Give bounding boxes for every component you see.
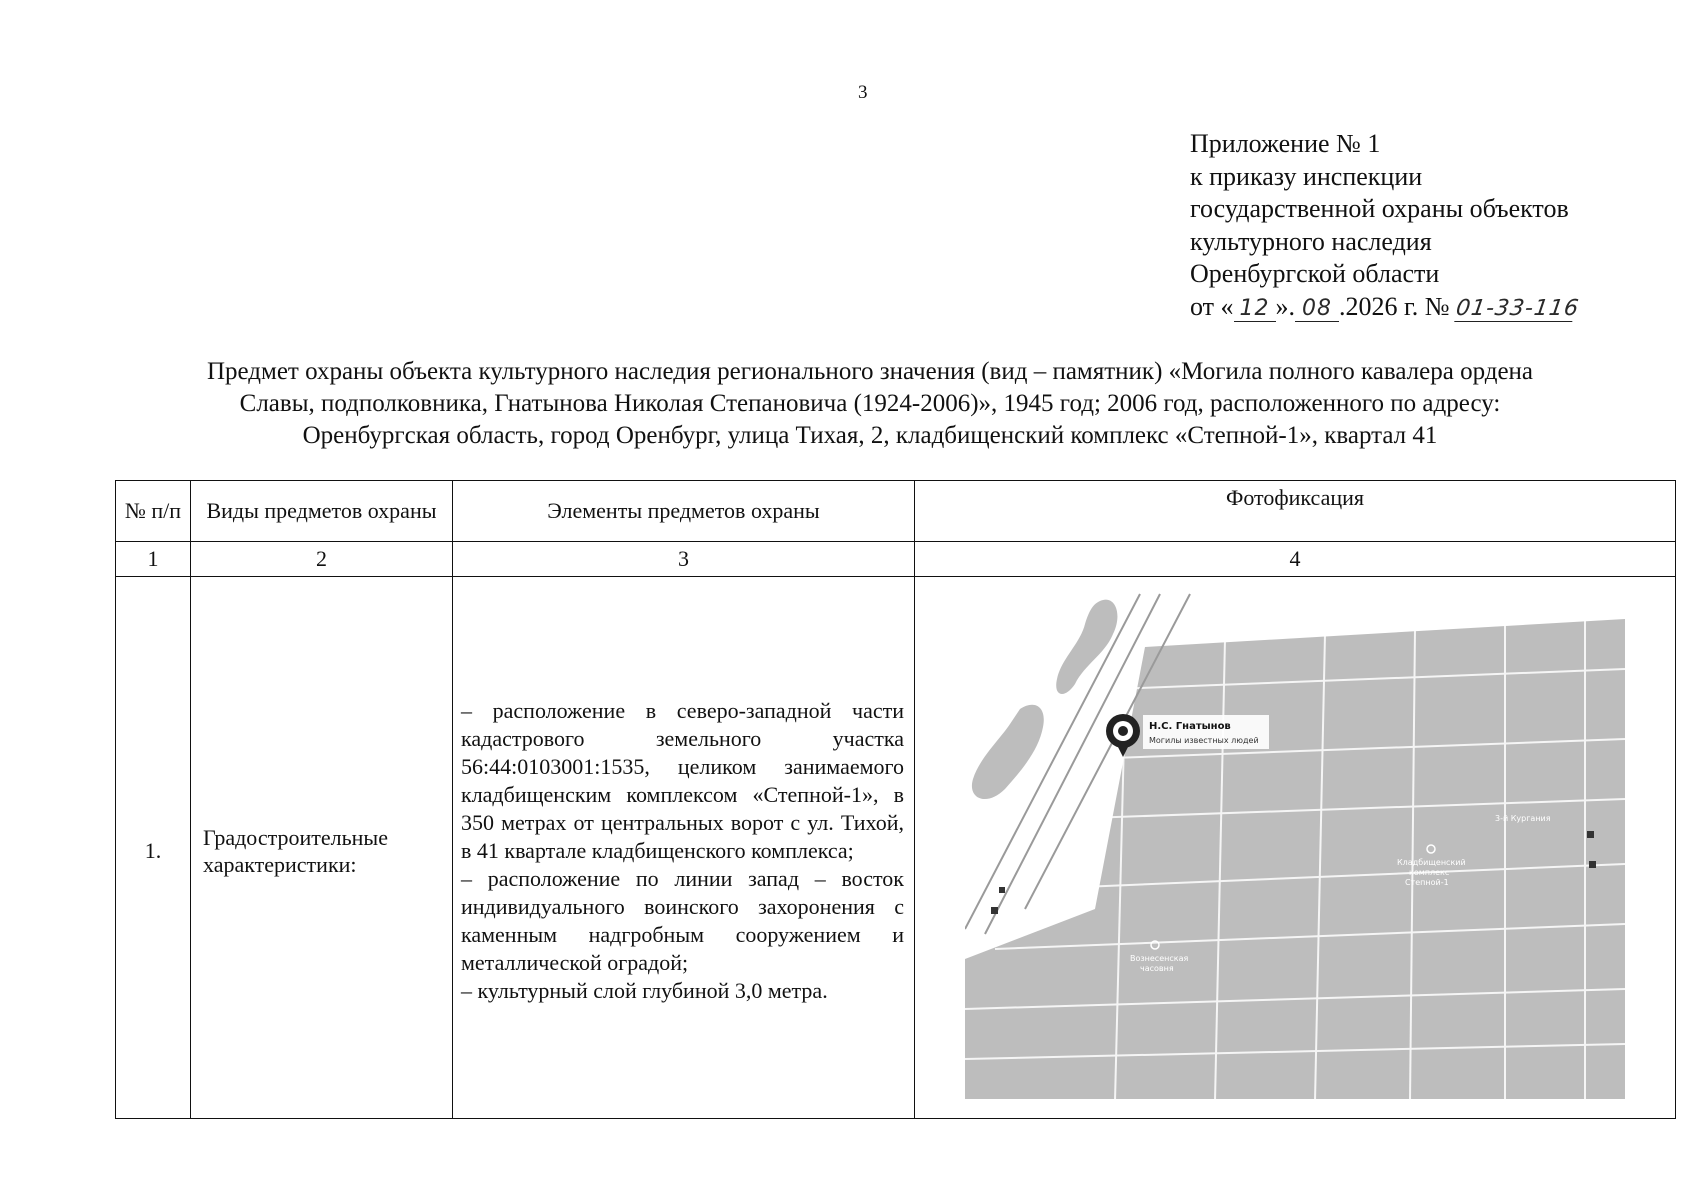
complex-label-3: Степной-1: [1405, 878, 1449, 887]
table-header-row: [116, 481, 1676, 542]
index-3: 3: [453, 542, 915, 577]
element-item: – расположение в северо-западной части кадастрового земельного участка 56:44:0103001:1535, целиком занимаемого кладбищенским комплексом «Степной-1», в 350 метрах от центральных ворот с ул. Тихой, в 41 квартале кладбищенского комплекса;: [461, 697, 904, 863]
index-1: 1: [116, 542, 191, 577]
title-line-3: Оренбургская область, город Оренбург, улица Тихая, 2, кладбищенский комплекс «Степной-1», квартал 41: [302, 422, 1438, 449]
chapel-label-2: часовня: [1140, 964, 1174, 973]
header-kind: Виды предметов охраны: [191, 481, 453, 542]
marker-subtitle: Могилы известных людей: [1149, 736, 1259, 745]
row-kind: Градостроительные характеристики:: [191, 577, 453, 1119]
handwritten-order-number: 01-33-116: [1454, 295, 1581, 321]
index-2: 2: [191, 542, 453, 577]
page-number: 3: [858, 82, 868, 103]
table-row: [116, 577, 1676, 1119]
date-prefix: от «: [1190, 291, 1234, 321]
poi-icon: [991, 907, 998, 914]
title-line-1: Предмет охраны объекта культурного наследия регионального значения (вид – памятник) «Могила полного кавалера ордена: [206, 358, 1534, 385]
poi-icon: [1589, 861, 1596, 868]
marker-title: Н.С. Гнатынов: [1149, 721, 1231, 732]
header-photo: Фотофиксация: [915, 481, 1676, 542]
element-item: – культурный слой глубиной 3,0 метра.: [461, 977, 828, 1003]
pond: [1056, 600, 1117, 694]
cemetery-map: [965, 589, 1625, 1099]
poi-icon: [1587, 831, 1594, 838]
header-elements: Элементы предметов охраны: [453, 481, 915, 542]
protection-table: [115, 480, 1676, 1119]
poi-icon: [999, 887, 1005, 893]
index-4: 4: [915, 542, 1676, 577]
street-label: 3-й Кургания: [1495, 814, 1551, 823]
date-separator: ».: [1275, 291, 1296, 321]
appendix-line-3: государственной охраны объектов: [1190, 194, 1569, 223]
handwritten-month: 08: [1295, 297, 1339, 322]
row-elements: [453, 577, 915, 1119]
appendix-line-2: к приказу инспекции: [1190, 161, 1423, 191]
appendix-line-4: культурного наследия: [1190, 226, 1432, 256]
header-number: № п/п: [116, 481, 191, 542]
document-title: [100, 356, 1640, 452]
appendix-date-line: [1190, 291, 1581, 324]
appendix-block: [1190, 128, 1581, 323]
appendix-line-5: Оренбургской области: [1190, 259, 1440, 288]
title-line-2: Славы, подполковника, Гнатынова Николая Степановича (1924-2006)», 1945 год; 2006 год, расположенного по адресу:: [239, 390, 1501, 417]
complex-label-1: Кладбищенский: [1397, 858, 1466, 867]
appendix-line-1: Приложение № 1: [1190, 129, 1381, 158]
handwritten-day: 12: [1234, 297, 1276, 322]
photo-cell: [915, 577, 1676, 1119]
date-year: .2026 г. №: [1339, 291, 1450, 321]
table-index-row: [116, 542, 1676, 577]
row-number: 1.: [116, 577, 191, 1119]
pond: [972, 705, 1044, 799]
chapel-label-1: Вознесенская: [1130, 954, 1189, 963]
element-item: – расположение по линии запад – восток индивидуального воинского захоронения с каменным надгробным сооружением и металлической оградой;: [461, 865, 904, 975]
complex-label-2: комплекс: [1409, 868, 1450, 877]
